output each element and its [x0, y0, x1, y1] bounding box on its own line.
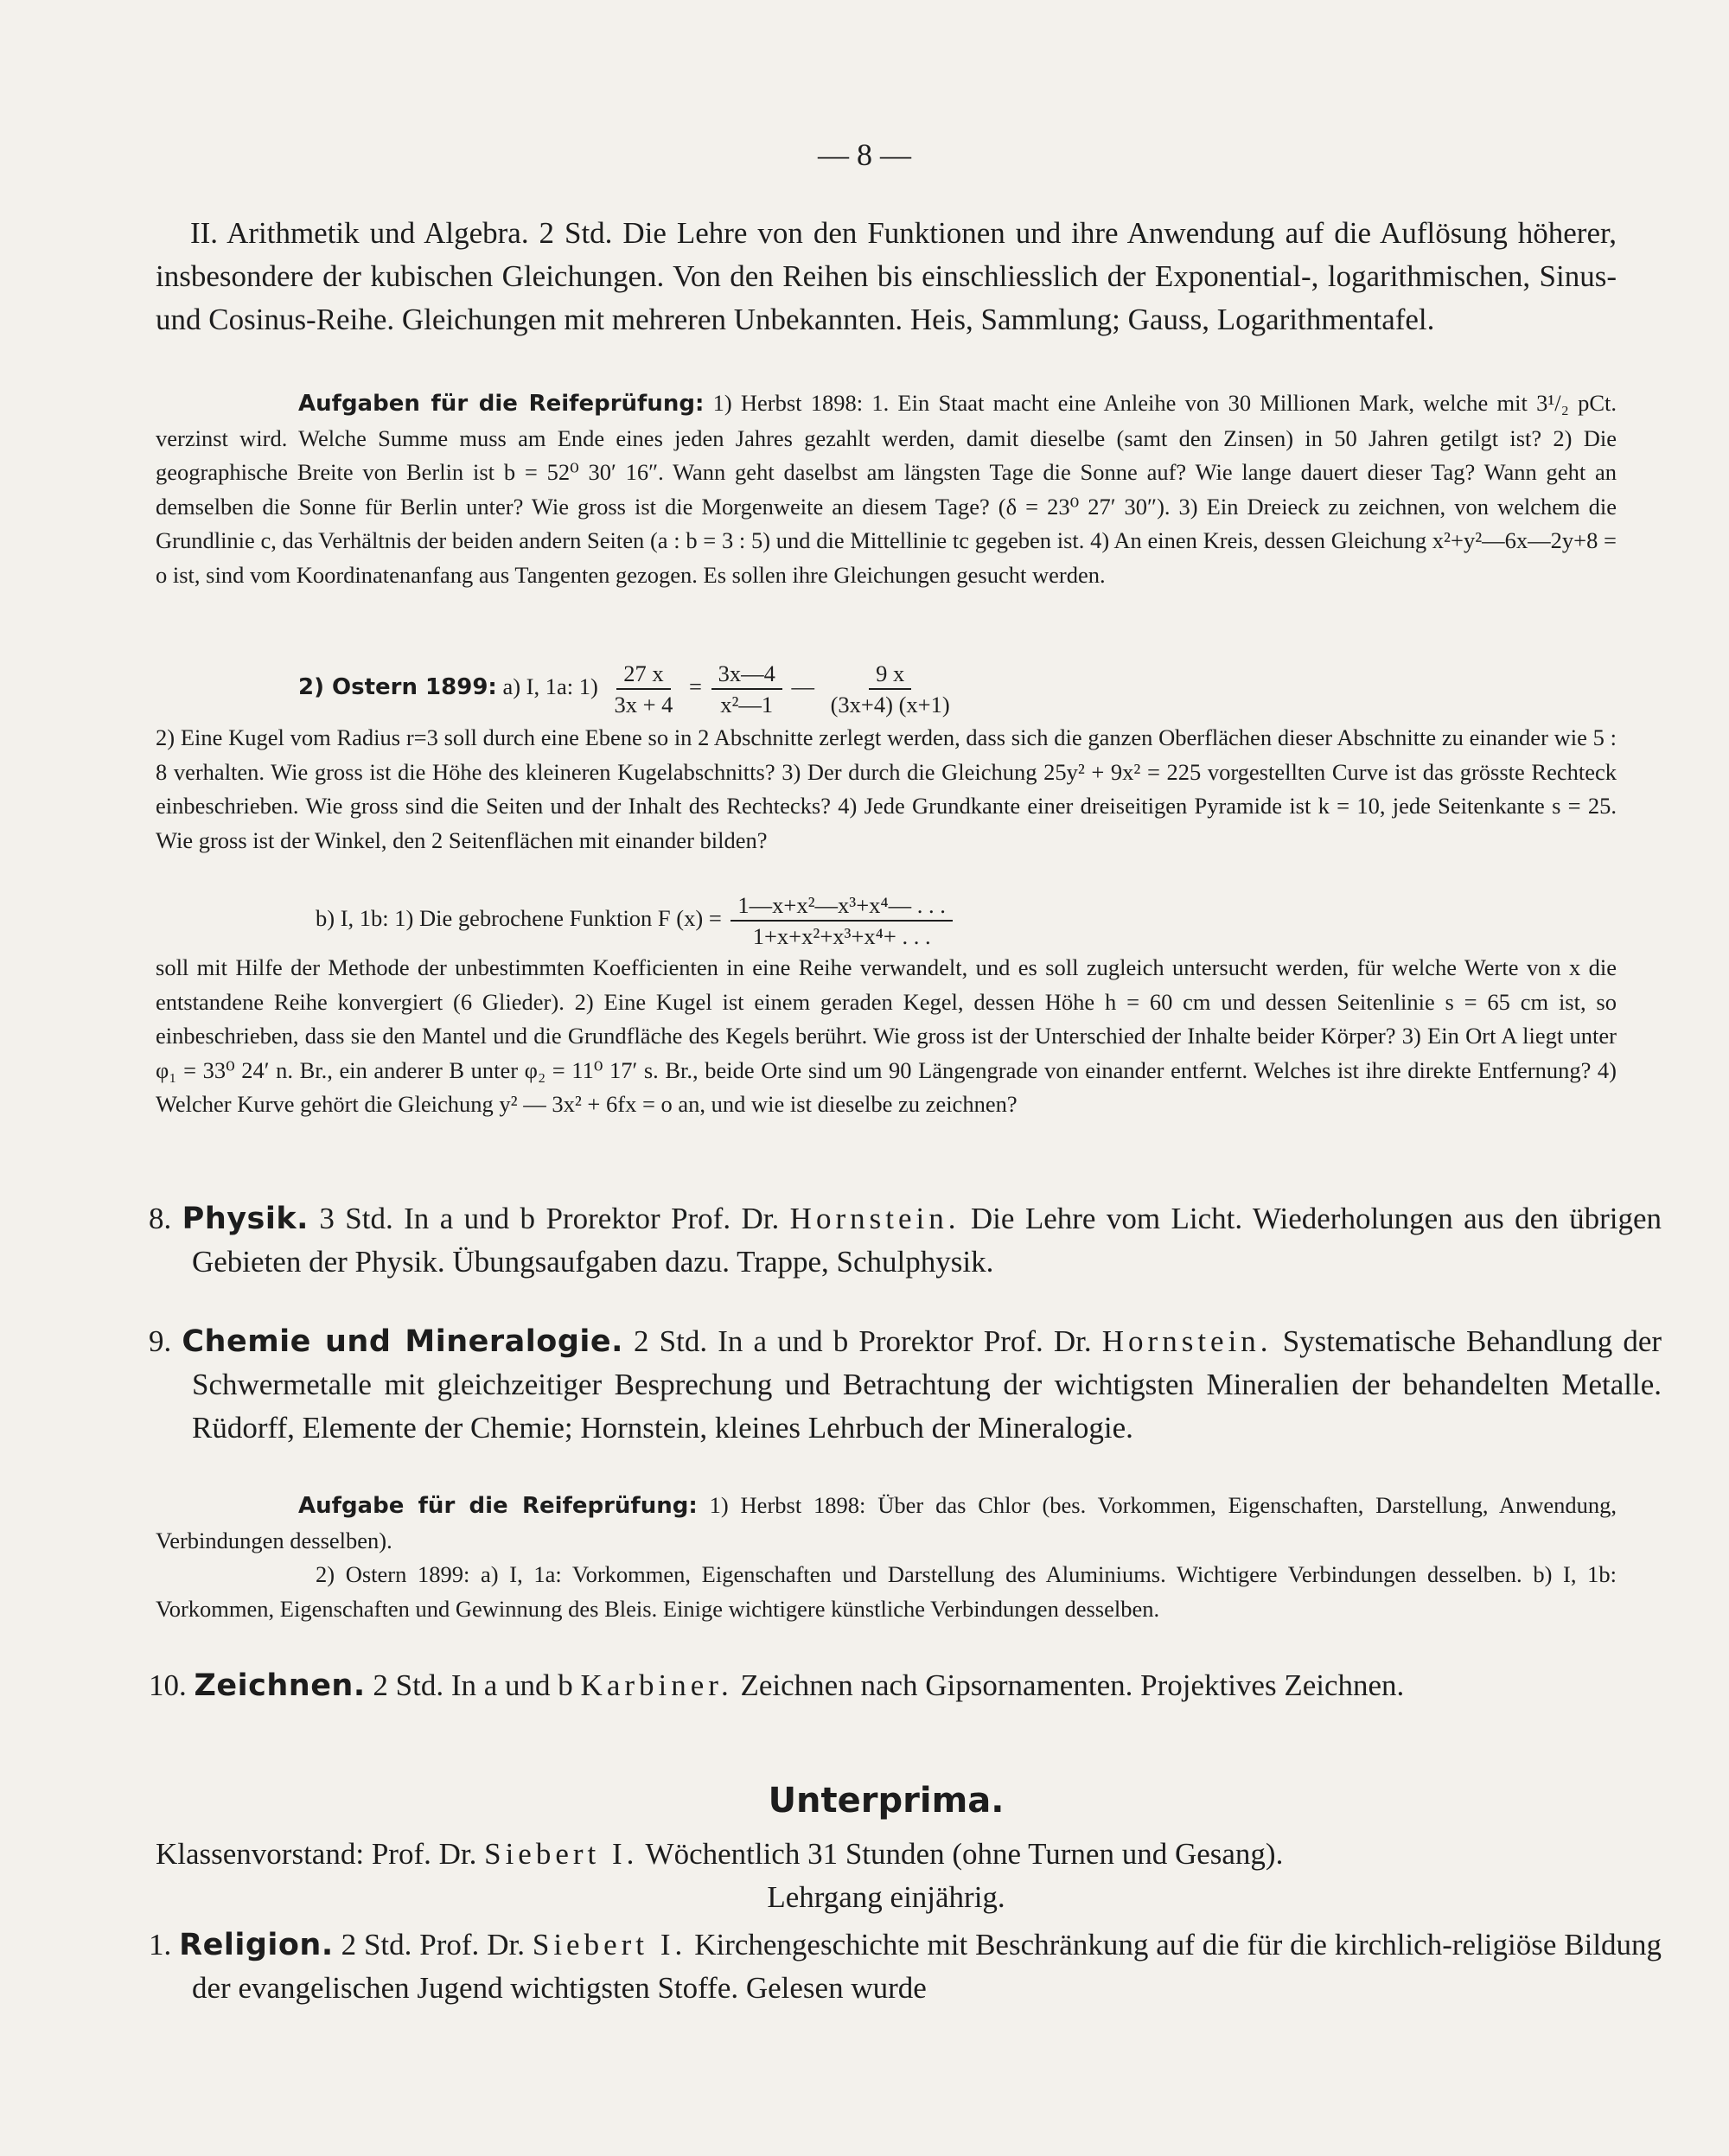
- zeichnen-label: Zeichnen.: [194, 1668, 366, 1703]
- physik-number: 8.: [149, 1202, 172, 1235]
- fraction-3-denominator: (3x+4) (x+1): [830, 692, 950, 718]
- aufgabe-chemie-p1: [156, 1489, 1617, 1558]
- ostern-paragraph: [156, 659, 1617, 858]
- aufgaben-label: Aufgaben für die Reifeprüfung:: [298, 391, 705, 417]
- fraction-f-numerator: 1—x+x²—x³+x⁴— . . .: [731, 890, 953, 922]
- fraction-2: [711, 659, 782, 719]
- chemie-label: Chemie und Mineralogie.: [182, 1324, 623, 1359]
- equation-line: [156, 659, 1617, 719]
- aufgaben-paragraph: [156, 386, 1617, 593]
- equals-sign: =: [689, 673, 702, 700]
- fraction-1-denominator: 3x + 4: [614, 692, 673, 718]
- arithmetik-text: II. Arithmetik und Algebra. 2 Std. Die Lehre von den Funktionen und ihre Anwendung auf die Auflösung höherer, insbesondere der kubischen Gleichungen. Von den Reihen bis einschliesslich der Exponential-, logarithmischen, Sinus- und Cosinus-Reihe. Gleichungen mit mehreren Unbekannten. Heis, Sammlung; Gauss, Logarithmentafel.: [156, 216, 1617, 336]
- minus-sign: —: [791, 673, 814, 700]
- zeichnen-text-a: 2 Std. In a und b: [373, 1668, 573, 1702]
- physik-text-b: Die Lehre vom Licht. Wiederholungen aus den übrigen Gebieten der Physik. Übungsaufgaben dazu. Trappe, Schulphysik.: [192, 1202, 1662, 1279]
- aufgabe-chemie-label: Aufgabe für die Reifeprüfung:: [298, 1493, 698, 1519]
- ostern-text: 2) Eine Kugel vom Radius r=3 soll durch eine Ebene so in 2 Abschnitte zerlegt werden, dass sich die ganzen Oberflächen dieser Abschnitte zu einander wie 5 : 8 verhalten. Wie gross ist die Höhe des kleineren Kugelabschnitts? 3) Der durch die Gleichung 25y² + 9x² = 225 vorgestellten Curve ist das grösste Rechteck einbeschrieben. Wie gross sind die Seiten und der Inhalt des Rechtecks? 4) Jede Grundkante einer dreiseitigen Pyramide ist k = 10, jede Seitenkante s = 25. Wie gross ist der Winkel, den 2 Seitenflächen mit einander bilden?: [156, 724, 1617, 853]
- aufgabe-chemie: [156, 1489, 1617, 1626]
- physik-teacher: Hornstein.: [789, 1202, 960, 1235]
- fraction-2-denominator: x²—1: [720, 692, 774, 718]
- fraction-3-numerator: 9 x: [869, 659, 911, 690]
- zeichnen-teacher: Karbiner.: [580, 1668, 733, 1702]
- chemie-number: 9.: [149, 1324, 172, 1358]
- fraction-1-numerator: 27 x: [616, 659, 670, 690]
- zeichnen-text-b: Zeichnen nach Gipsornamenten. Projektives Zeichnen.: [740, 1668, 1405, 1702]
- teil-b-prefix: b) I, 1b: 1) Die gebrochene Funktion F (x) =: [316, 905, 722, 932]
- klassenvorstand-label: Klassenvorstand: Prof. Dr.: [156, 1837, 477, 1871]
- chemie-teacher: Hornstein.: [1101, 1324, 1273, 1358]
- aufgaben-reifepruefung-herbst: [156, 386, 1617, 593]
- physik-label: Physik.: [182, 1202, 309, 1236]
- unterprima-heading-wrap: [156, 1781, 1617, 1821]
- fraction-f: [731, 890, 953, 951]
- stunden-info: Wöchentlich 31 Stunden (ohne Turnen und Gesang).: [645, 1837, 1284, 1871]
- teil-b-text: soll mit Hilfe der Methode der unbestimmten Koefficienten in eine Reihe verwandelt, und es soll zugleich untersucht werden, für welche Werte von x die entstandene Reihe konvergiert (6 Glieder). 2) Eine Kugel ist einem geraden Kegel, dessen Höhe h = 60 cm und dessen Seitenlinie s = 65 cm ist, so einbeschrieben, dass sie den Mantel und die Grundfläche des Kegels berührt. Wie gross ist der Unterschied der Inhalte beider Körper? 3) Ein Ort A liegt unter φ₁ = 33⁰ 24′ n. Br., ein anderer B unter φ₂ = 11⁰ 17′ s. Br., beide Orte sind um 90 Längengrade von einander entfernt. Welches ist ihre direkte Entfernung? 4) Welcher Kurve gehört die Gleichung y² — 3x² + 6fx = o an, und wie ist dieselbe zu zeichnen?: [156, 954, 1617, 1118]
- klassenvorstand-line: [156, 1833, 1617, 1876]
- aufgaben-text: 1) Herbst 1898: 1. Ein Staat macht eine Anleihe von 30 Millionen Mark, welche mit 3¹/₂ pCt. verzinst wird. Welche Summe muss am Ende eines jeden Jahres gezahlt werden, damit dieselbe (samt den Zinsen) in 50 Jahren getilgt ist? 2) Die geographische Breite von Berlin ist b = 52⁰ 30′ 16″. Wann geht daselbst am längsten Tage die Sonne auf? Wie lange dauert dieser Tag? Wann geht an demselben die Sonne für Berlin unter? Wie gross ist die Morgenweite an diesem Tage? (δ = 23⁰ 27′ 30″). 3) Ein Dreieck zu zeichnen, von welchem die Grundlinie c, das Verhältnis der beiden andern Seiten (a : b = 3 : 5) und die Mittellinie tc gegeben ist. 4) An einen Kreis, dessen Gleichung x²+y²—6x—2y+8 = o ist, sind vom Koordinatenanfang aus Tangenten gezogen. Es sollen ihre Gleichungen gesucht werden.: [156, 390, 1617, 588]
- page-number: — 8 —: [818, 137, 911, 172]
- fraction-1: [607, 659, 679, 719]
- fraction-3: [824, 659, 957, 719]
- klassenvorstand-name: Siebert I.: [484, 1837, 639, 1871]
- zeichnen-number: 10.: [149, 1668, 187, 1702]
- religion-text-b: Kirchengeschichte mit Beschränkung auf die für die kirchlich-religiöse Bildung der evangelischen Jugend wichtigsten Stoffe. Gelesen wurde: [192, 1928, 1662, 2005]
- unterprima-heading: Unterprima.: [768, 1781, 1005, 1821]
- chemie-text-a: 2 Std. In a und b Prorektor Prof. Dr.: [634, 1324, 1092, 1358]
- aufgabe-chemie-text: 1) Herbst 1898: Über das Chlor (bes. Vorkommen, Eigenschaften, Darstellung, Anwendung, Verbindungen desselben).: [156, 1492, 1617, 1553]
- lehrgang-line: [156, 1876, 1617, 1919]
- ostern-prefix: a) I, 1a: 1): [502, 673, 598, 700]
- ostern-label: 2) Ostern 1899:: [298, 674, 497, 701]
- chemie-section: [149, 1320, 1662, 1450]
- zeichnen-section: [149, 1664, 1662, 1707]
- religion-text-a: 2 Std. Prof. Dr.: [341, 1928, 525, 1961]
- lehrgang-text: Lehrgang einjährig.: [767, 1880, 1005, 1914]
- religion-number: 1.: [149, 1928, 172, 1961]
- aufgabe-chemie-p2: 2) Ostern 1899: a) I, 1a: Vorkommen, Eigenschaften und Darstellung des Aluminiums. Wichtigere Verbindungen desselben. b) I, 1b: Vorkommen, Eigenschaften und Gewinnung des Bleis. Einige wichtigere künstliche Verbindungen desselben.: [156, 1561, 1617, 1622]
- arithmetik-paragraph: [156, 212, 1617, 341]
- chemie-text-b: Systematische Behandlung der Schwermetalle mit gleichzeitiger Besprechung und Betrachtung der wichtigsten Mineralien der behandelten Metalle. Rüdorff, Elemente der Chemie; Hornstein, kleines Lehrbuch der Mineralogie.: [192, 1324, 1662, 1445]
- religion-section: [149, 1923, 1662, 2010]
- religion-label: Religion.: [179, 1928, 334, 1962]
- teil-b-paragraph: [156, 890, 1617, 1122]
- teil-b-equation-line: [156, 890, 1617, 951]
- physik-section: [149, 1197, 1662, 1284]
- fraction-2-numerator: 3x—4: [711, 659, 782, 690]
- religion-teacher: Siebert I.: [532, 1928, 687, 1961]
- fraction-f-denominator: 1+x+x²+x³+x⁴+ . . .: [752, 923, 931, 949]
- physik-text-a: 3 Std. In a und b Prorektor Prof. Dr.: [319, 1202, 780, 1235]
